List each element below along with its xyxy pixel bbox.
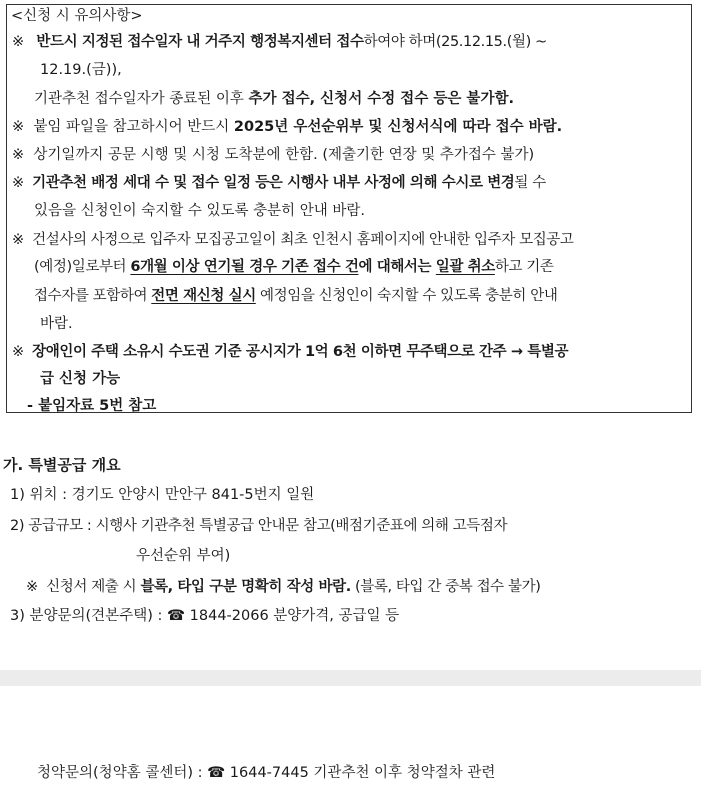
text-span: 접수자를 포함하여 [34, 288, 152, 304]
text-span: 3) 분양문의(견본주택) : [10, 608, 167, 624]
notice-item-4-tail: 될 수 [514, 175, 546, 191]
note-mark: ※ [12, 175, 24, 191]
section-title: 가. 특별공급 개요 [3, 456, 121, 474]
notice-item-1 [12, 32, 547, 52]
section-item-2: 2) 공급규모 : 시행사 기관추천 특별공급 안내문 참고(배점기준표에 의해 고득점자 [10, 518, 508, 534]
notice-item-1-tail: 하여야 하며(25.12.15.(월) ~ [363, 34, 547, 50]
notice-item-1b-plain: 기관추천 접수일자가 종료된 이후 [34, 91, 249, 107]
notice-item-2-bold: 2025년 우선순위부 및 신청서식에 따라 접수 바람. [233, 119, 563, 135]
divider-band [0, 670, 701, 686]
text-span: 1644-7445 기관추천 이후 청약절차 관련 [225, 765, 496, 781]
notice-item-5-line2 [34, 257, 554, 277]
section-item-2-cont: 우선순위 부여) [136, 548, 231, 564]
notice-item-2 [12, 117, 562, 137]
section-item-3 [10, 606, 399, 626]
note-mark: ※ [12, 34, 24, 50]
text-span: 예정임을 신청인이 숙지할 수 있도록 충분히 안내 [255, 288, 558, 304]
notice-item-6-sub: - 붙임자료 5번 참고 [27, 398, 157, 414]
underlined-bold-text: 일괄 취소 [435, 259, 495, 275]
note-mark: ※ [26, 579, 38, 595]
notice-item-5-line3 [34, 286, 557, 306]
text-span: 1844-2066 분양가격, 공급일 등 [185, 608, 400, 624]
notice-item-4-cont: 있음을 신청인이 숙지할 수 있도록 충분히 안내 바람. [34, 203, 366, 219]
notice-item-5-line1: 건설사의 사정으로 입주자 모집공고일이 최초 인천시 홈페이지에 안내한 입주자 모집공고 [32, 232, 574, 248]
notice-item-4-bold: 기관추천 배정 세대 수 및 접수 일정 등은 시행사 내부 사정에 의해 수시로 변경 [32, 175, 515, 191]
text-span: (블록, 타입 간 중복 접수 불가) [350, 579, 541, 595]
text-span: 하고 기존 [494, 259, 554, 275]
notice-item-4 [12, 173, 546, 193]
notice-item-2-plain: 붙임 파일을 참고하시어 반드시 [33, 119, 234, 135]
notice-item-5 [12, 230, 574, 250]
notice-item-1-bold: 반드시 지정된 접수일자 내 거주지 행정복지센터 접수 [36, 34, 364, 50]
note-mark: ※ [12, 344, 24, 360]
notice-item-6-line2: 급 신청 가능 [40, 371, 121, 387]
notice-item-1-cont: 12.19.(금)), [40, 62, 122, 78]
underlined-bold-text: 6개월 이상 연기될 경우 기존 접수 건 [130, 259, 359, 275]
notice-item-3 [12, 145, 534, 165]
notice-item-5-line4: 바람. [40, 316, 73, 332]
text-span: 청약문의(청약홈 콜센터) : [37, 765, 208, 781]
notice-item-6 [12, 342, 568, 362]
notice-item-6-line1: 장애인이 주택 소유시 수도권 기준 공시지가 1억 6천 이하면 무주택으로 간주 → 특별공 [32, 344, 569, 360]
notice-title: <신청 시 유의사항> [11, 8, 143, 24]
text-span: 신청서 제출 시 [46, 579, 141, 595]
phone-icon: ☎ [166, 608, 186, 624]
underlined-bold-text: 전면 재신청 실시 [151, 288, 256, 304]
section-note [26, 577, 540, 597]
section-item-1: 1) 위치 : 경기도 안양시 만안구 841-5번지 일원 [10, 487, 315, 503]
note-mark: ※ [12, 232, 24, 248]
footer-contact [37, 763, 495, 783]
text-span: (예정)일로부터 [34, 259, 131, 275]
notice-item-1b-bold: 추가 접수, 신청서 수정 접수 등은 불가함. [248, 91, 514, 107]
notice-item-3-text: 상기일까지 공문 시행 및 시청 도착분에 한함. (제출기한 연장 및 추가접수 불가) [33, 147, 535, 163]
bold-text: 에 대해서는 [358, 259, 436, 275]
notice-item-1b [34, 89, 514, 109]
note-mark: ※ [12, 147, 25, 163]
phone-icon: ☎ [207, 765, 226, 781]
notice-box [6, 4, 692, 413]
bold-text: 블록, 타입 구분 명확히 작성 바람. [140, 579, 351, 595]
note-mark: ※ [12, 119, 25, 135]
